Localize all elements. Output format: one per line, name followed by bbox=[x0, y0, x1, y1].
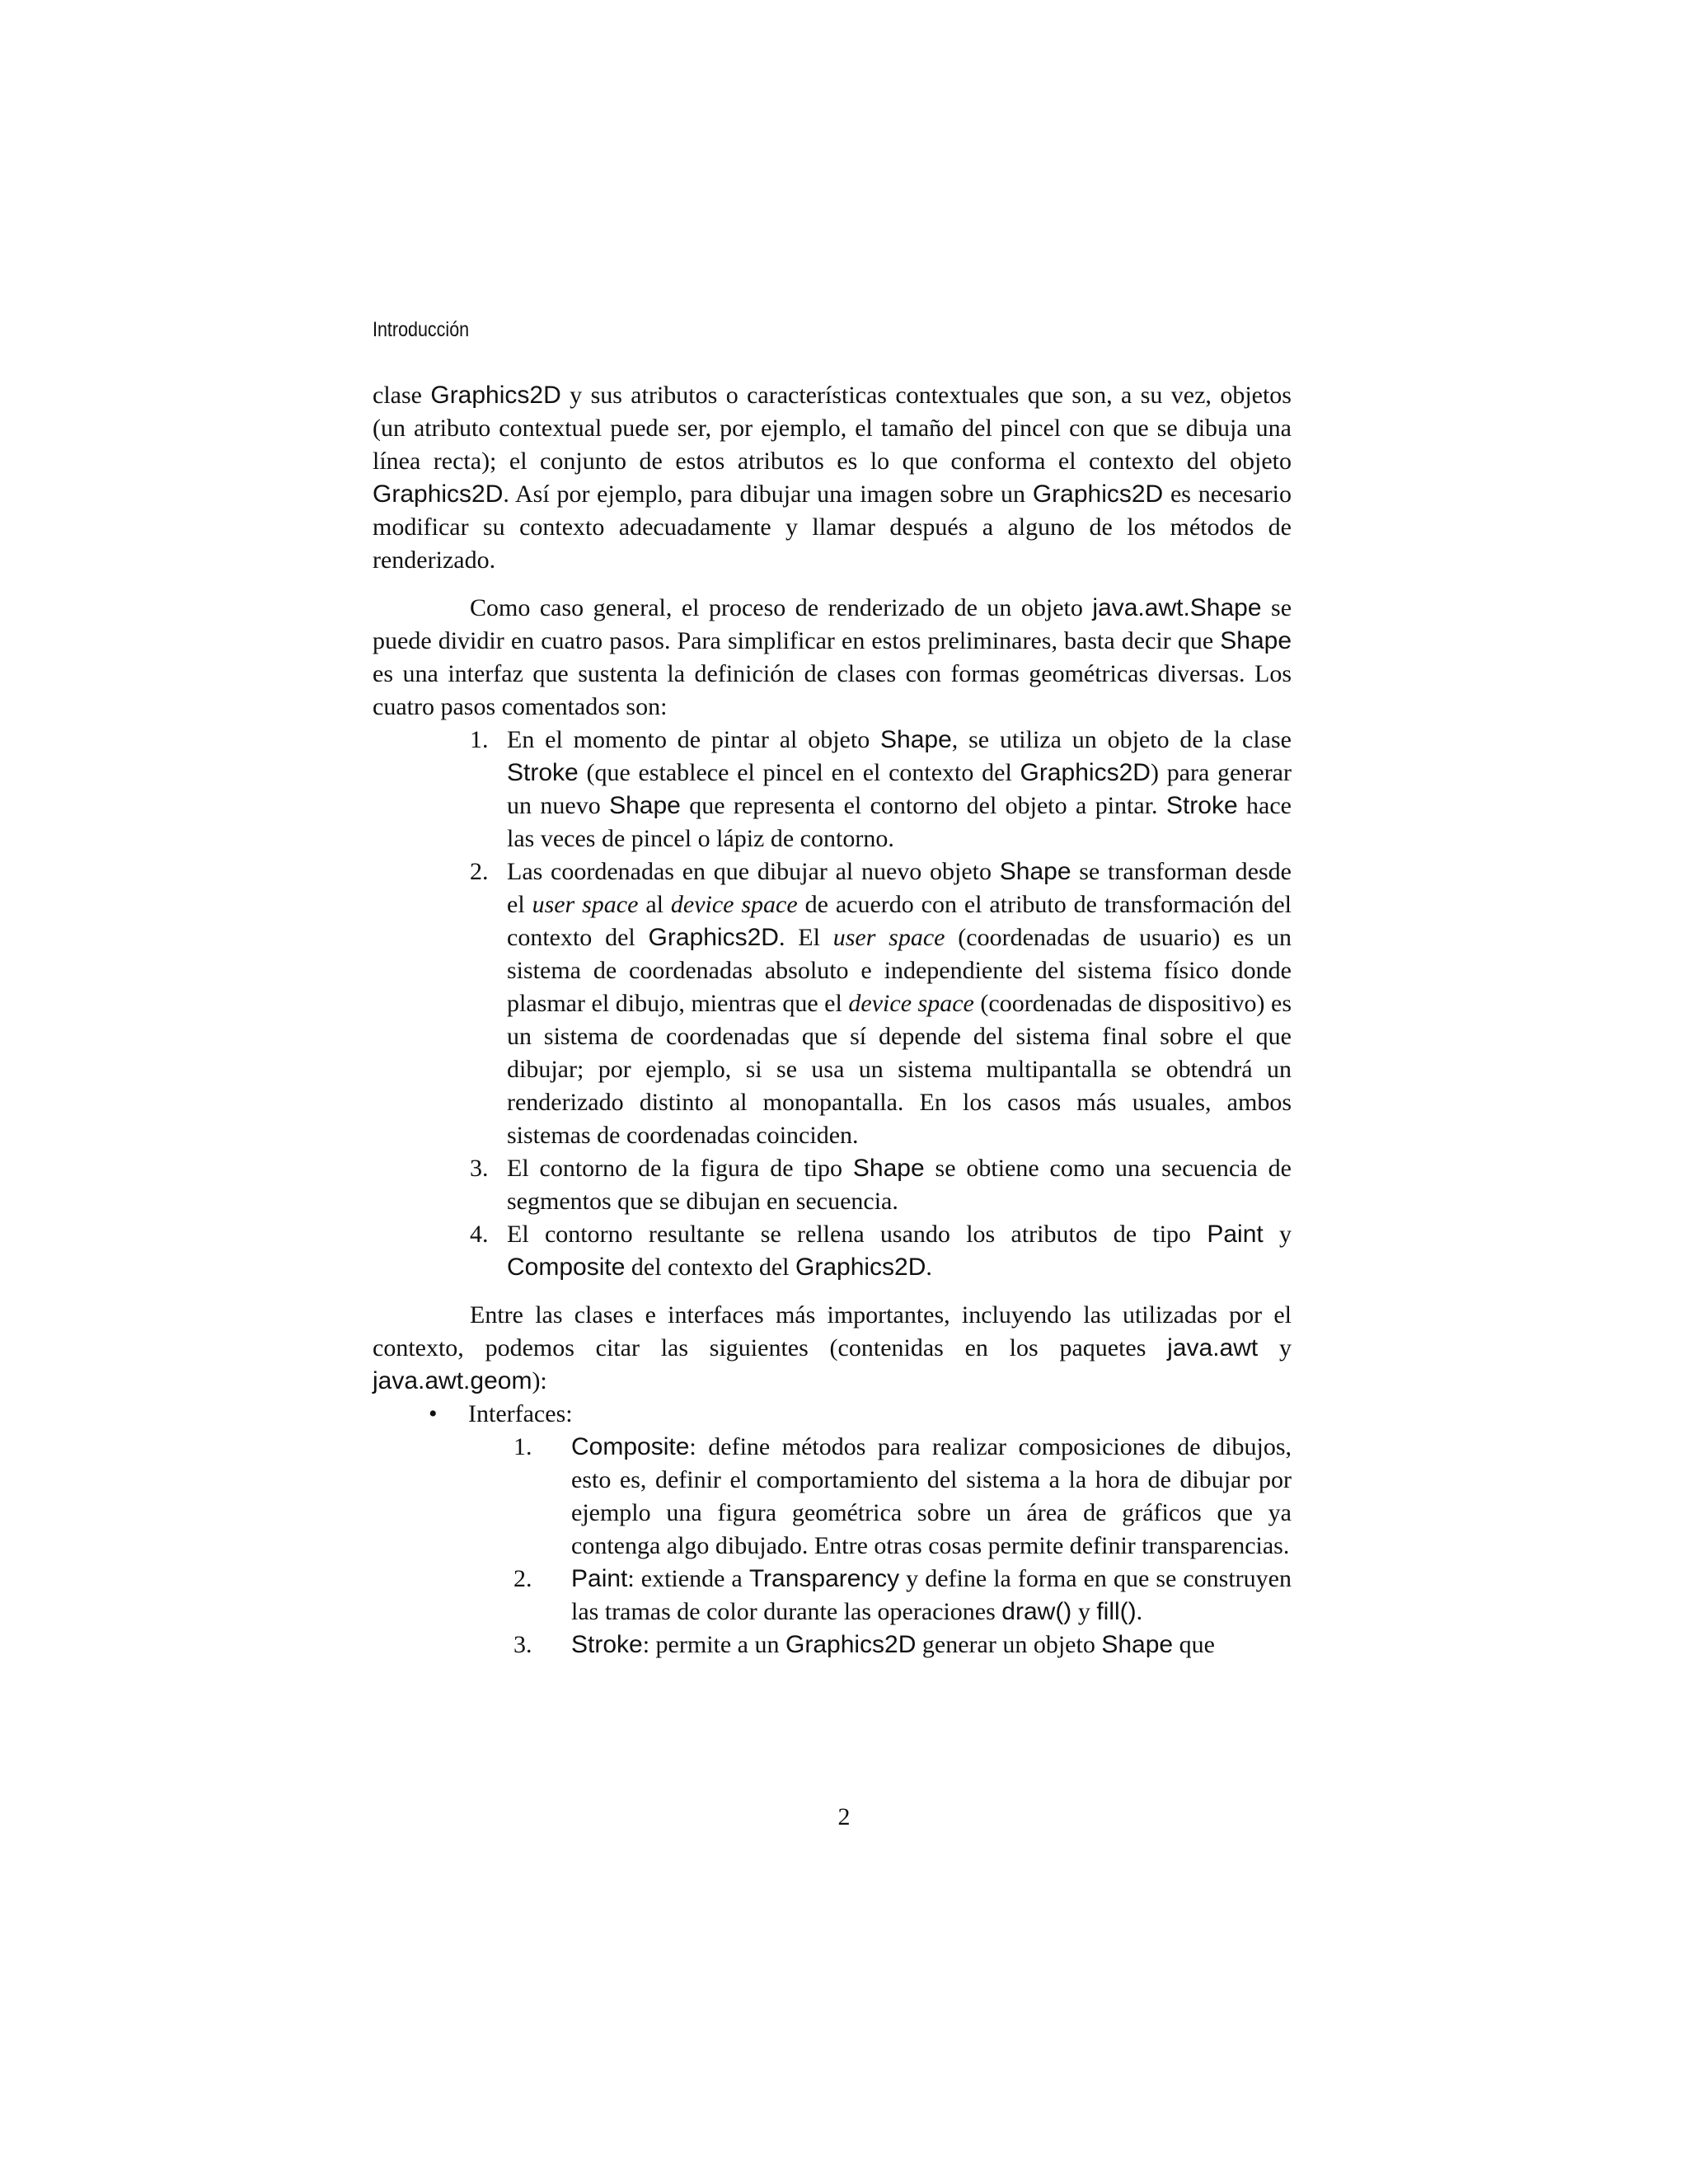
code-term: Graphics2D bbox=[373, 480, 504, 508]
code-term: Shape bbox=[1220, 627, 1292, 654]
paragraph-1: clase Graphics2D y sus atributos o características contextuales que son, a su vez, objetos (un atributo contextual puede ser, por ejemplo, el tamaño del pincel con que se dibuja una línea recta); el conjunto de estos atributos es lo que conforma el contexto del objeto Graphics2D. Así por ejemplo, para dibujar una imagen sobre un Graphics2D es necesario modificar su contexto adecuadamente y llamar después a alguno de los métodos de renderizado. bbox=[373, 382, 1292, 574]
list-item: 3. El contorno de la figura de tipo Shape se obtiene como una secuencia de segmentos que se dibujan en secuencia. bbox=[470, 1155, 1292, 1215]
list-item: 1. En el momento de pintar al objeto Shape, se utiliza un objeto de la clase Stroke (que establece el pincel en el contexto del Graphics2D) para generar un nuevo Shape que representa el contorno del objeto a pintar. Stroke hace las veces de pincel o lápiz de contorno. bbox=[470, 726, 1292, 852]
list-item: • Interfaces: 1. Composite: define métodos para realizar composiciones de dibujos, esto es, definir el comportamiento del sistema a la hora de dibujar por ejemplo una figura geométrica sobre un área de gráficos que ya contenga algo dibujado. Entre otras cosas permite definir transparencias. 2. Paint: extiende a Transparency y define la forma en que se construyen las tramas de color durante las operaciones draw() y fill(). 3. Stroke: permite a un Graphics2D generar un objeto Shape que bbox=[429, 1398, 1292, 1661]
code-term: Graphics2D bbox=[1032, 480, 1164, 508]
running-head: Introducción bbox=[373, 318, 470, 341]
page-body bbox=[373, 379, 1292, 1661]
code-term: java.awt.geom bbox=[373, 1367, 532, 1394]
bullet-icon: • bbox=[429, 1400, 438, 1427]
list-item: 2. Las coordenadas en que dibujar al nuevo objeto Shape se transforman desde el user space al device space de acuerdo con el atributo de transformación del contexto del Graphics2D. El user space (coordenadas de usuario) es un sistema de coordenadas absoluto e independiente del sistema físico donde plasmar el dibujo, mientras que el device space (coordenadas de dispositivo) es un sistema de coordenadas que sí depende del sistema final sobre el que dibujar; por ejemplo, si se usa un sistema multipantalla se obtendrá un renderizado distinto al monopantalla. En los casos más usuales, ambos sistemas de coordenadas coinciden. bbox=[470, 858, 1292, 1149]
code-term: java.awt.Shape bbox=[1092, 594, 1262, 621]
code-term: java.awt bbox=[1167, 1334, 1259, 1361]
interfaces-list bbox=[513, 1431, 1292, 1661]
paragraph-3: Entre las clases e interfaces más importantes, incluyendo las utilizadas por el contexto, podemos citar las siguientes (contenidas en los paquetes java.awt y java.awt.geom): bbox=[373, 1301, 1292, 1394]
steps-list bbox=[470, 724, 1292, 1284]
code-term: Graphics2D bbox=[430, 382, 561, 409]
list-item: 1. Composite: define métodos para realizar composiciones de dibujos, esto es, definir el comportamiento del sistema a la hora de dibujar por ejemplo una figura geométrica sobre un área de gráficos que ya contenga algo dibujado. Entre otras cosas permite definir transparencias. bbox=[513, 1433, 1292, 1559]
list-item: 2. Paint: extiende a Transparency y define la forma en que se construyen las tramas de color durante las operaciones draw() y fill(). bbox=[513, 1565, 1292, 1625]
page-number: 2 bbox=[837, 1803, 851, 1830]
bullet-list bbox=[429, 1398, 1292, 1661]
list-item: 3. Stroke: permite a un Graphics2D generar un objeto Shape que bbox=[513, 1631, 1215, 1658]
list-item: 4. El contorno resultante se rellena usando los atributos de tipo Paint y Composite del contexto del Graphics2D. bbox=[470, 1221, 1292, 1281]
paragraph-2: Como caso general, el proceso de renderizado de un objeto java.awt.Shape se puede dividir en cuatro pasos. Para simplificar en estos preliminares, basta decir que Shape es una interfaz que sustenta la definición de clases con formas geométricas diversas. Los cuatro pasos comentados son: bbox=[373, 594, 1292, 720]
